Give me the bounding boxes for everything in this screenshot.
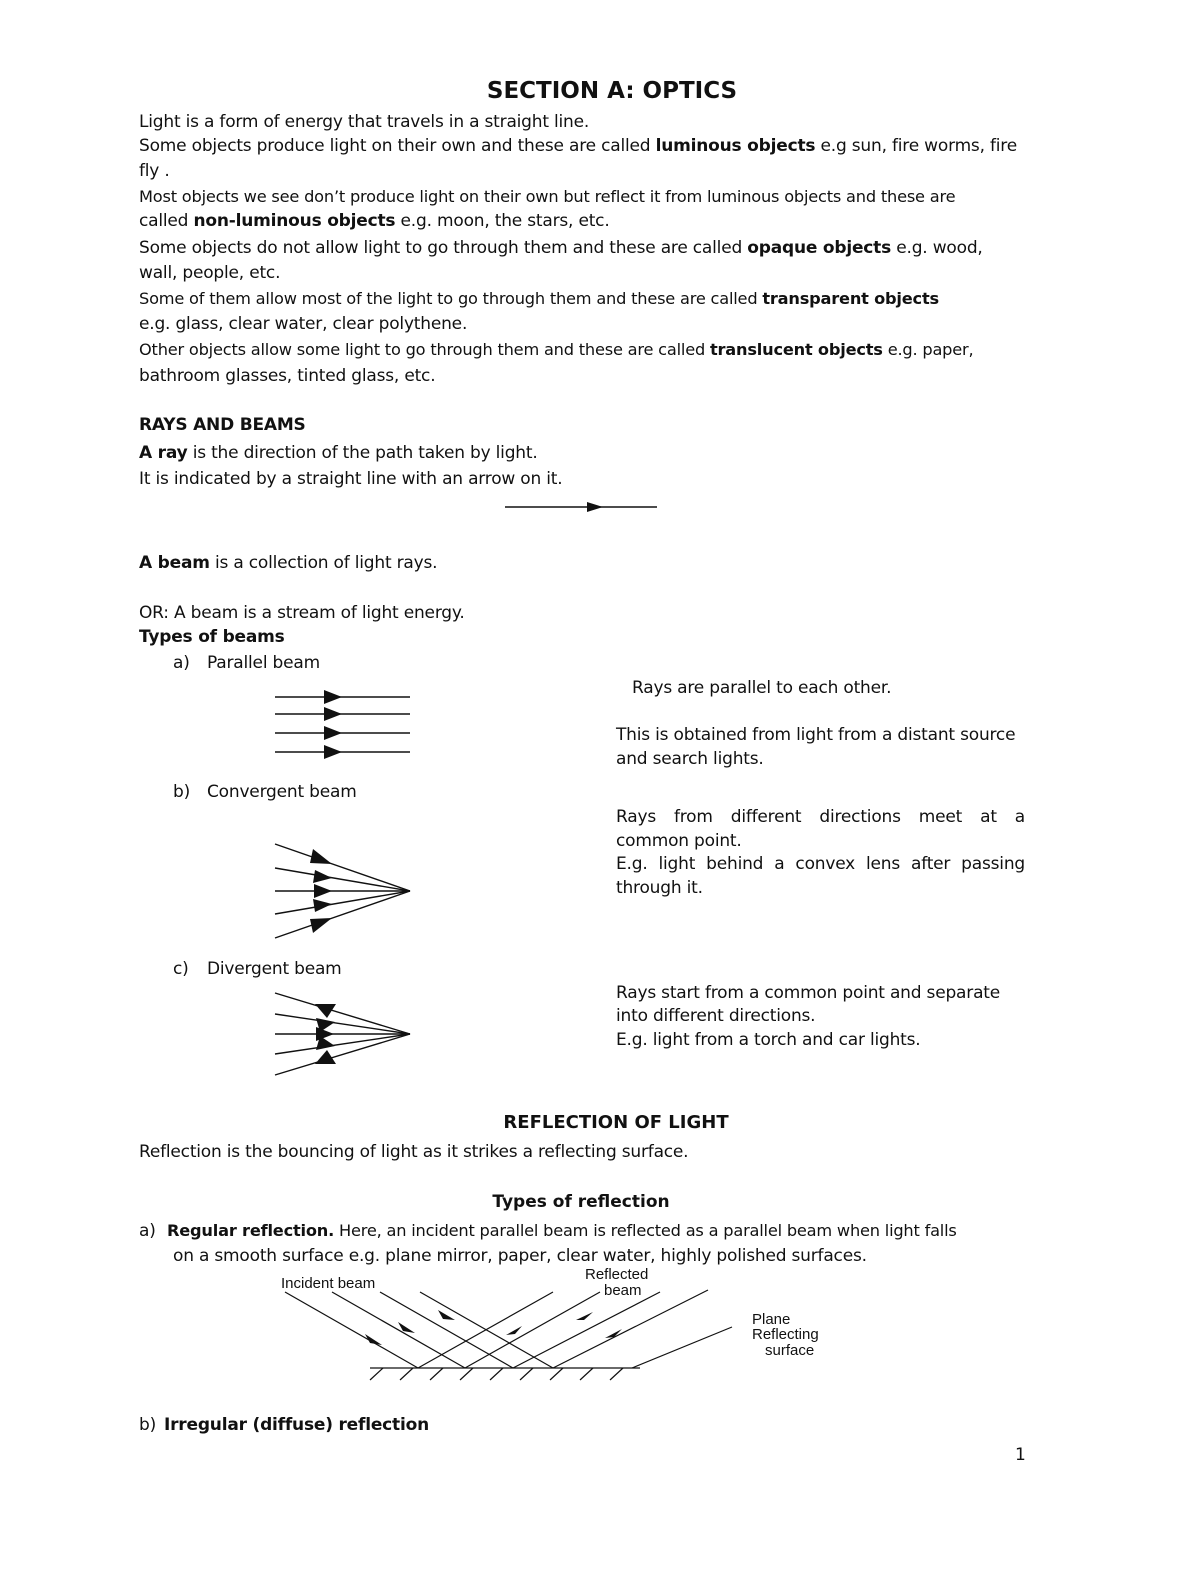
luminous-continuation: fly .: [139, 161, 170, 181]
beam-item-marker: b): [173, 782, 191, 802]
ray-note: It is indicated by a straight line with an arrow on it.: [139, 469, 563, 489]
opaque-term: opaque objects: [747, 238, 892, 258]
beam-description: This is obtained from light from a distant source: [616, 725, 1016, 745]
arrow-head-icon: [587, 502, 603, 512]
reflection-definition: Reflection is the bouncing of light as it strikes a reflecting surface.: [139, 1142, 689, 1162]
non-luminous-continuation: [139, 209, 610, 233]
diagram-label-incident: Incident beam: [281, 1275, 376, 1292]
regular-reflection-text: [167, 1219, 957, 1243]
beam-description: Rays from different directions meet at a: [616, 807, 1025, 827]
arrow-head-icon: [324, 745, 342, 759]
irregular-reflection-marker: b): [139, 1415, 157, 1435]
arrow-head-icon: [324, 690, 342, 704]
intro-line: Light is a form of energy that travels in a straight line.: [139, 112, 590, 132]
diagram-label-surface: surface: [765, 1342, 815, 1359]
beam-description: into different directions.: [616, 1006, 816, 1026]
transparent-continuation: e.g. glass, clear water, clear polythene.: [139, 314, 468, 334]
diagram-label-surface: Plane: [752, 1311, 791, 1328]
arrow-head-icon: [506, 1326, 522, 1335]
opaque-sentence: [139, 236, 983, 260]
text: Some objects do not allow light to go through them and these are called: [139, 238, 748, 258]
regular-reflection-term: Regular reflection.: [167, 1221, 335, 1240]
text: Some of them allow most of the light to go through them and these are called: [139, 289, 763, 308]
beam-definition: [139, 551, 437, 575]
text: e.g sun, fire worms, fire: [815, 136, 1017, 156]
arrow-head-icon: [324, 707, 342, 721]
beam-description: E.g. light from a torch and car lights.: [616, 1030, 921, 1050]
regular-reflection-continuation: on a smooth surface e.g. plane mirror, paper, clear water, highly polished surfaces.: [173, 1246, 867, 1266]
text: e.g. wood,: [891, 238, 983, 258]
non-luminous-sentence: Most objects we see don’t produce light on their own but reflect it from luminous objects and these are: [139, 187, 956, 206]
beam-item-name: Convergent beam: [207, 782, 357, 802]
translucent-sentence: [139, 338, 973, 362]
parallel-beam-diagram: [270, 688, 420, 768]
translucent-term: translucent objects: [709, 340, 883, 359]
opaque-continuation: wall, people, etc.: [139, 263, 281, 283]
text: Other objects allow some light to go through them and these are called: [139, 340, 710, 359]
beam-alternative: OR: A beam is a stream of light energy.: [139, 603, 465, 623]
types-of-beams-heading: Types of beams: [139, 627, 285, 647]
rays-heading: RAYS AND BEAMS: [139, 415, 306, 435]
beam-description: E.g. light behind a convex lens after passing: [616, 854, 1025, 874]
arrow-head-icon: [313, 899, 332, 912]
luminous-term: luminous objects: [655, 136, 816, 156]
arrow-head-icon: [605, 1329, 622, 1338]
text: is the direction of the path taken by light.: [187, 443, 538, 463]
beam-item-name: Parallel beam: [207, 653, 320, 673]
text: e.g. paper,: [882, 340, 974, 359]
arrow-head-icon: [310, 849, 332, 864]
translucent-continuation: bathroom glasses, tinted glass, etc.: [139, 366, 436, 386]
transparent-term: transparent objects: [762, 289, 939, 308]
arrow-head-icon: [324, 726, 342, 740]
regular-reflection-diagram: [270, 1280, 740, 1390]
divergent-beam-diagram: [270, 988, 420, 1080]
types-of-reflection-heading: Types of reflection: [492, 1192, 670, 1212]
beam-item-marker: a): [173, 653, 190, 673]
irregular-reflection-heading: Irregular (diffuse) reflection: [164, 1415, 429, 1435]
text: called: [139, 211, 194, 231]
arrow-head-icon: [576, 1312, 593, 1320]
beam-description: through it.: [616, 878, 703, 898]
arrow-head-icon: [316, 1027, 334, 1041]
page-title: SECTION A: OPTICS: [486, 78, 738, 104]
arrow-head-icon: [313, 870, 332, 883]
page-number: 1: [1015, 1445, 1026, 1465]
diagram-label-surface: Reflecting: [752, 1326, 819, 1343]
text: is a collection of light rays.: [209, 553, 438, 573]
non-luminous-term: non-luminous objects: [193, 211, 396, 231]
reflection-heading: REFLECTION OF LIGHT: [503, 1112, 729, 1133]
arrow-head-icon: [310, 918, 332, 933]
ray-term: A ray: [139, 443, 188, 463]
beam-description: common point.: [616, 831, 742, 851]
beam-description: and search lights.: [616, 749, 764, 769]
beam-item-name: Divergent beam: [207, 959, 342, 979]
arrow-head-icon: [438, 1310, 455, 1320]
ray-definition: [139, 441, 538, 465]
luminous-sentence: [139, 134, 1017, 158]
regular-reflection-marker: a): [139, 1221, 156, 1241]
text: Here, an incident parallel beam is reflected as a parallel beam when light falls: [334, 1221, 957, 1240]
text: Some objects produce light on their own and these are called: [139, 136, 656, 156]
text: e.g. moon, the stars, etc.: [395, 211, 610, 231]
ray-arrow-diagram: [500, 498, 662, 516]
beam-item-marker: c): [173, 959, 189, 979]
diagram-label-reflected: Reflected: [585, 1266, 649, 1283]
beam-term: A beam: [139, 553, 210, 573]
arrow-head-icon: [314, 884, 332, 898]
beam-description: Rays start from a common point and separate: [616, 983, 1001, 1003]
diagram-label-reflected: beam: [604, 1282, 642, 1299]
transparent-sentence: [139, 287, 939, 311]
beam-description: Rays are parallel to each other.: [632, 678, 892, 698]
convergent-beam-diagram: [270, 838, 420, 946]
